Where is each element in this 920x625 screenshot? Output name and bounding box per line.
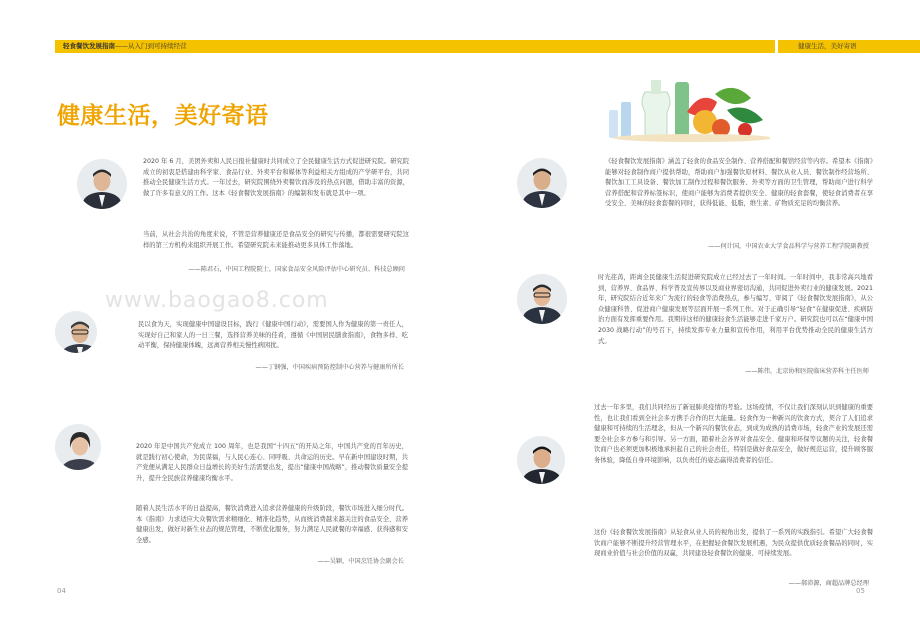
left-block2-signature: ——丁钢强，中国疾病预防控制中心营养与健康所所长 [255,364,404,371]
header-bar-left [55,40,775,53]
header-left-subtitle: ——从入门到可持续经营 [115,42,187,50]
page-title: 健康生活，美好寄语 [57,103,269,129]
portrait-icon [55,311,97,353]
header-bar-right [778,40,920,53]
right-block3-p1: 过去一年多里，我们共同经历了新冠肺炎疫情的考验。这场疫情，不仅让我们深刻认识到健康的重要性，也让我们看到全社会多方携手合作的巨大能量。轻食作为一种新兴的饮食方式，契合了人们追求健康和可持续的生活理念，但从一个新兴的餐饮业态，到成为成熟的消费市场，轻食产业的发展还需要全社会多方参与和引导。另一方面，随着社会各界对食品安全、健康和环保等议题的关注，轻食餐饮商户也必须更加积极地承担起自己的社会责任，特别是做好食品安全，做好规范运营，提升顾客服务体验，降低自身环境影响，以负责任的姿态赢得消费者的信任。 [594,404,873,464]
right-block2-p1: 时光荏苒，距离全民健康生活促进研究院成立已经过去了一年时间。一年时间中，我非常高兴地看到，营养界、食品界、科学普及宣传界以及商业界密切沟通，共同促进外卖行业的健康发展。2021 年，研究院结合近年来广为流行的轻食等消费热点，参与编写、审阅了《轻食餐饮发展指南》，从公众健康科普、促进商户健康发展等层面开展一系列工作。对于正确引导“轻食”在健康促进、疾病防治方面有发挥重要作用。我期待这样的健康轻食生活能够走进千家万户。研究院也可以在“健康中国 2030 战略行动”的号召下，持续发挥专业力量和宣传作用，利用平台优势推动全民的健康生活方式。 [598,274,873,345]
avatar [55,311,97,353]
portrait-icon [55,424,101,470]
avatar [517,158,567,208]
avatar [517,274,567,324]
page-number-right: 05 [856,587,865,595]
header-left-title: 轻食餐饮发展指南 [63,42,115,50]
portrait-icon [517,274,567,324]
left-block1-signature: ——陈君石，中国工程院院士，国家食品安全风险评估中心研究员、科技总顾问 [188,266,405,273]
watermark: www.baogao8.com [105,288,329,313]
left-block3-p1: 2020 年是中国共产党成立 100 周年，也是我国“十四五”的开局之年，中国共产党的百年历史，就是践行初心使命，为民谋福，与人民心连心、同呼吸、共命运的历史。早在新中国建设时期，共产党便从满足人民群众日益增长的美好生活需要出发，提出“健康中国战略”，推动餐饮质量安全提升，提升全民族营养健康均衡水平。 [136,443,408,482]
header-right-title: 健康生活，美好寄语 [798,42,857,50]
avatar [77,159,127,209]
avatar [55,424,101,470]
header-left-text [63,40,187,53]
right-block2-signature: ——陈伟，北京协和医院临床营养科主任医师 [745,368,869,375]
right-block1-signature: ——何计国，中国农业大学食品科学与营养工程学院副教授 [708,243,869,250]
right-block3-p2: 这份《轻食餐饮发展指南》从轻食从业人员的视角出发，提供了一系列的实践指引。希望广大轻食餐饮商户能够不断提升经营管理水平，在把握轻食餐饮发展机遇，为民众提供优质轻食餐品的同时，实现商业价值与社会价值的双赢，共同建设轻食餐饮的健康、可持续发展。 [594,529,873,558]
portrait-icon [77,159,127,209]
avatar [517,436,565,484]
left-block2-p1: 民以食为天，实现健康中国建设目标，践行《健康中国行动》，需要国人作为健康的第一责任人，实现好自己和家人的一日三餐，选择营养美味的佳肴，遵循《中国居民膳食指南》，食物多样、吃动平衡，保持健康体魄，远离营养相关慢性病困扰。 [138,321,408,350]
page-number-left: 04 [57,587,66,595]
portrait-icon [517,436,565,484]
vegetable-illustration [605,72,770,144]
left-block1-p1: 2020 年 6 月，美团外卖和人民日报社健康时共同成立了全民健康生活方式促进研究院。研究院成立的初衷是搭建由科学家、食品行业、外卖平台和媒体等利益相关方组成的产学研平台，共同推动全民健康生活方式。一年过去，研究院围绕外卖餐饮而涉及的热点问题，借助丰富的资源，做了许多有意义的工作。这本《轻食餐饮发展指南》的编制和发布就是其中一项。 [143,158,409,197]
right-block3-signature: ——郝沛源，商超品牌总经理 [788,580,869,587]
portrait-icon [517,158,567,208]
right-block1-p1: 《轻食餐饮发展指南》涵盖了轻食的食品安全制作、营养搭配和餐馆经营等内容。希望本《指南》能够对轻食制作商户提供帮助，帮助商户加强餐饮原材料、餐饮从业人员、餐饮制作经营场所、餐饮加工工具设备、餐饮加工制作过程和餐饮服务、外卖等方面的卫生管理，帮助商户进行科学营养搭配和营养标签标识，使商户能够为消费者提供安全、健康的轻食套餐，使轻食消费者在享受安全、美味的轻食套餐的同时，获得低能、低脂，维生素、矿物质充足的均衡营养。 [605,158,873,208]
left-block3-signature: ——吴颖，中国烹饪协会副会长 [317,558,404,565]
left-block3-p2: 随着人民生活水平的日益提高，餐饮消费进入追求营养健康的升级阶段，餐饮市场进入细分时代。本《指南》力求适应大众餐饮需求精细化、精准化趋势，从而统消费越来越关注的食品安全、营养健康出发，做好对新生业态的规范管理，不断优化服务，努力满足人民就餐的幸福感、获得感和安全感。 [136,505,408,544]
left-block1-p2: 当前，从社会共治的角度来说，不管是营养健康还是食品安全的研究与传播，都很需要研究院这样的第三方机构来组织开展工作。希望研究院未来能推动更多具体工作落地。 [143,231,409,249]
